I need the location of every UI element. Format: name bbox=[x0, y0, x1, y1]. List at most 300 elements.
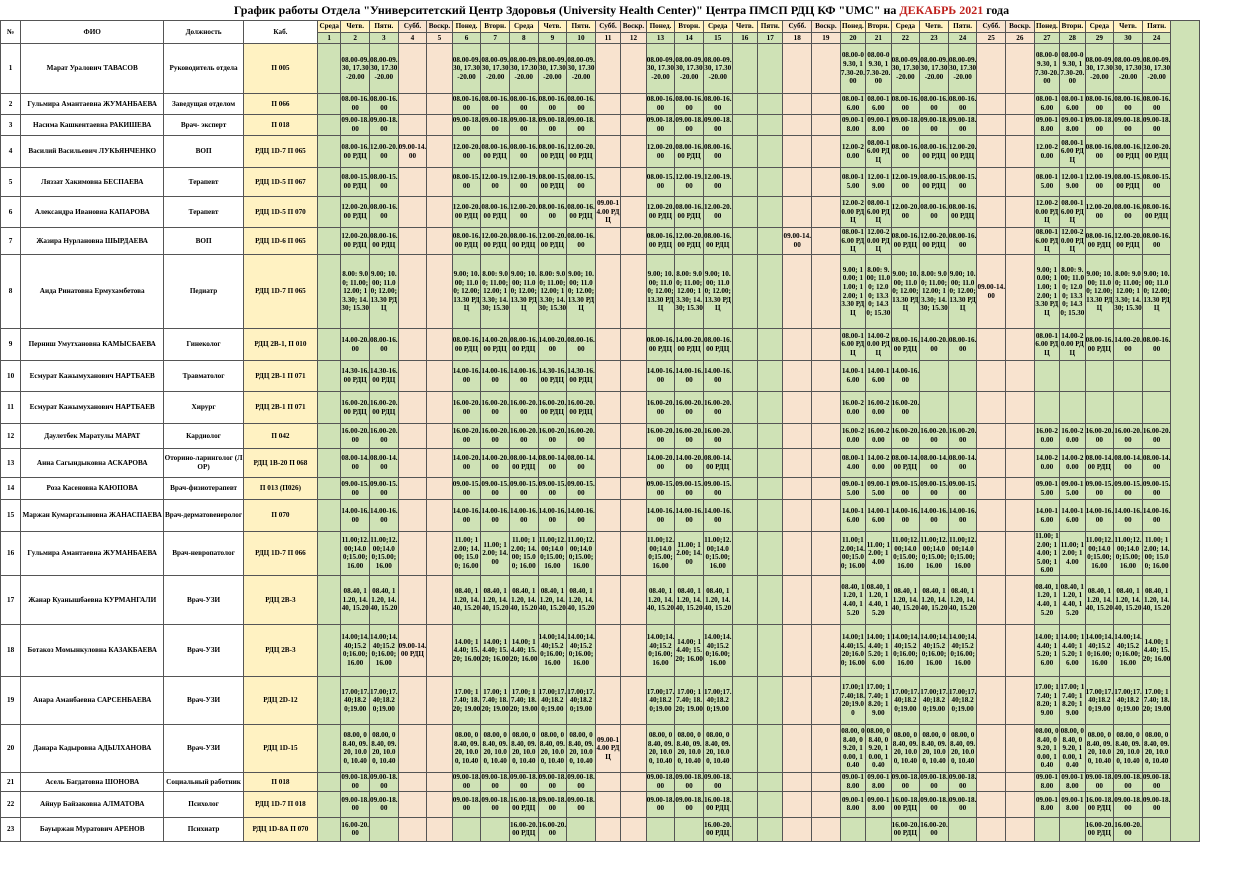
staff-room: РДЦ 2D-12 bbox=[243, 676, 317, 724]
title-main: График работы Отдела "Университетский Центр Здоровья (University Health Center)" Центра ПМСП РДЦ КФ "UMC" на bbox=[233, 3, 897, 17]
staff-room: РДЦ 2В-1, П 010 bbox=[243, 329, 317, 361]
schedule-cell bbox=[398, 676, 427, 724]
schedule-cell: 14.00-20.00 bbox=[646, 449, 675, 478]
schedule-cell: 08.00-14.00 bbox=[840, 449, 865, 478]
schedule-cell bbox=[318, 228, 341, 255]
schedule-cell: 08.00-16.00 bbox=[538, 94, 567, 115]
schedule-cell: 08.40, 11.20, 14.40, 15.20 bbox=[452, 575, 481, 624]
schedule-cell bbox=[1034, 361, 1059, 392]
schedule-cell: 14.00;14.40;15.20;16.00; 16.00 bbox=[538, 624, 567, 676]
schedule-cell bbox=[977, 532, 1006, 576]
staff-name: Марат Уралович ТАВАСОВ bbox=[21, 44, 164, 94]
schedule-cell bbox=[398, 791, 427, 817]
schedule-cell bbox=[758, 772, 783, 791]
schedule-cell: 08.40, 11.20, 14.40, 15.20 bbox=[341, 575, 370, 624]
schedule-cell: 08.40, 11.20, 14.40, 15.20 bbox=[840, 575, 865, 624]
schedule-cell bbox=[977, 724, 1006, 772]
schedule-cell: 08.00-16.00 РДЦ bbox=[891, 329, 920, 361]
staff-room: П 018 bbox=[243, 115, 317, 136]
schedule-cell bbox=[783, 676, 812, 724]
schedule-cell: 08.00-16.00 РДЦ bbox=[675, 197, 704, 228]
schedule-cell: 16.00-20.00 bbox=[481, 424, 510, 449]
schedule-cell bbox=[732, 168, 757, 197]
staff-position: Гинеколог bbox=[164, 329, 244, 361]
schedule-cell bbox=[398, 500, 427, 532]
staff-row bbox=[1, 168, 1229, 197]
schedule-cell: 08.00-16.00 РДЦ bbox=[866, 197, 891, 228]
schedule-cell: 12.00-20.00 bbox=[840, 136, 865, 168]
schedule-cell: 08.00-16.00 bbox=[1060, 94, 1085, 115]
staff-row bbox=[1, 228, 1229, 255]
staff-row bbox=[1, 676, 1229, 724]
schedule-cell: 08.00, 08.40, 09.20, 10.00, 10.40 bbox=[509, 724, 538, 772]
schedule-cell: 9.00; 10.00; 11.00; 12.00; 13.30 РДЦ bbox=[370, 255, 399, 329]
staff-name: Есмурат Кажымуханович НАРТБАЕВ bbox=[21, 361, 164, 392]
schedule-cell: 08.00-16.00 РДЦ bbox=[841, 228, 865, 254]
schedule-cell: 08.00-16.00 РДЦ bbox=[840, 329, 865, 361]
staff-position: Хирург bbox=[164, 392, 244, 424]
schedule-cell: 16.00-20.00 bbox=[509, 424, 538, 449]
schedule-cell: 09.00-18.00 bbox=[675, 115, 704, 136]
schedule-cell: 08.00-09.30, 17.30-20.00 bbox=[891, 44, 920, 94]
schedule-cell: 14.00-20.00 bbox=[481, 449, 510, 478]
staff-room: РДЦ 2В-1 П 071 bbox=[243, 361, 317, 392]
schedule-cell bbox=[427, 575, 452, 624]
schedule-cell bbox=[595, 449, 620, 478]
schedule-cell: 08.40, 11.20, 14.40, 15.20 bbox=[567, 575, 596, 624]
schedule-cell: 16.00-20.00 bbox=[866, 424, 891, 449]
title-year: года bbox=[986, 3, 1010, 17]
staff-position: Врач-УЗИ bbox=[164, 676, 244, 724]
schedule-cell bbox=[732, 500, 757, 532]
schedule-cell bbox=[1142, 361, 1171, 392]
schedule-cell: 08.40, 11.20, 14.40, 15.20 bbox=[866, 575, 891, 624]
schedule-cell: 09.00-18.00 bbox=[1085, 115, 1114, 136]
schedule-cell: 17.00;17.40;18.20;19.00 bbox=[920, 676, 949, 724]
schedule-cell: 08.00-16.00 bbox=[509, 94, 538, 115]
schedule-cell bbox=[427, 449, 452, 478]
schedule-cell bbox=[812, 500, 841, 532]
staff-name: Жазира Нурлановна ШЫРДАЕВА bbox=[21, 228, 164, 255]
schedule-cell: 08.00-16.00 РДЦ bbox=[1085, 329, 1114, 361]
schedule-cell: 08.00, 08.40, 09.20, 10.00, 10.40 bbox=[948, 724, 977, 772]
schedule-cell: 16.00-20.00 РДЦ bbox=[703, 817, 732, 841]
schedule-cell: 14.00-16.00 bbox=[948, 500, 977, 532]
date-cell: 12 bbox=[621, 33, 646, 44]
schedule-cell bbox=[812, 817, 841, 841]
staff-row bbox=[1, 772, 1229, 791]
schedule-cell: 08.00, 08.40, 09.20, 10.00, 10.40 bbox=[920, 724, 949, 772]
schedule-cell: 08.00, 08.40, 09.20, 10.00, 10.40 bbox=[840, 724, 865, 772]
schedule-cell bbox=[621, 197, 646, 228]
schedule-cell: 08.00-15.00 РДЦ bbox=[538, 168, 567, 197]
schedule-cell: 09.00-15.00 bbox=[509, 478, 538, 500]
schedule-cell bbox=[481, 817, 510, 841]
schedule-cell: 12.00-19.00 bbox=[1060, 168, 1085, 197]
schedule-cell bbox=[977, 329, 1006, 361]
schedule-cell bbox=[595, 255, 620, 329]
schedule-cell bbox=[398, 115, 427, 136]
schedule-cell: 14.00-16.00 bbox=[866, 361, 891, 392]
schedule-cell: 09.00-18.00 bbox=[538, 791, 567, 817]
staff-name: Аида Ринатовна Ермухамбетова bbox=[21, 255, 164, 329]
schedule-cell: 08.00-14.00 РДЦ bbox=[891, 449, 920, 478]
staff-position: Психолог bbox=[164, 791, 244, 817]
schedule-cell: 12.00-20.00 РДЦ bbox=[920, 228, 949, 255]
schedule-cell: 08.40, 11.20, 14.40, 15.20 bbox=[675, 575, 704, 624]
schedule-cell: 8.00: 9.00; 11.00; 12.00; 13.30; 14.30; 15.30 bbox=[675, 255, 704, 329]
weekday-cell: Среда bbox=[891, 21, 920, 33]
schedule-cell bbox=[1060, 817, 1085, 841]
schedule-cell bbox=[595, 500, 620, 532]
schedule-cell bbox=[1006, 532, 1035, 576]
schedule-cell bbox=[812, 575, 841, 624]
schedule-cell: 12.00-20.00 РДЦ bbox=[481, 228, 510, 255]
schedule-cell: 14.00-20.00 bbox=[1034, 449, 1059, 478]
schedule-cell bbox=[812, 168, 841, 197]
schedule-cell bbox=[595, 624, 620, 676]
weekday-cell: Понед. bbox=[646, 21, 675, 33]
schedule-cell bbox=[595, 791, 620, 817]
date-cell: 18 bbox=[783, 33, 812, 44]
schedule-cell: 08.00-16.00 РДЦ bbox=[370, 228, 399, 255]
schedule-cell: 08.00, 08.40, 09.20, 10.00, 10.40 bbox=[1060, 724, 1085, 772]
schedule-cell: 08.00-16.00 bbox=[1034, 94, 1059, 115]
schedule-cell: 08.40, 11.20, 14.40, 15.20 bbox=[920, 575, 949, 624]
schedule-cell bbox=[427, 115, 452, 136]
schedule-cell bbox=[783, 361, 812, 392]
schedule-cell: 09.00-18.00 bbox=[567, 791, 596, 817]
schedule-cell bbox=[1006, 197, 1035, 228]
schedule-cell bbox=[977, 168, 1006, 197]
schedule-cell bbox=[398, 478, 427, 500]
schedule-cell: 14.00-20.00 bbox=[538, 329, 567, 361]
schedule-cell: 16.00-18.00 РДЦ bbox=[1085, 791, 1114, 817]
schedule-cell bbox=[1006, 228, 1035, 255]
schedule-cell bbox=[783, 817, 812, 841]
schedule-cell: 12.00-19.00 bbox=[509, 168, 538, 197]
schedule-cell: 8.00: 9.00; 11.00; 12.00; 13.30; 14.30; 15.30 bbox=[538, 255, 567, 329]
schedule-cell: 08.00-16.00 bbox=[948, 228, 977, 255]
staff-position: Врач-физиотерапевт bbox=[164, 478, 244, 500]
schedule-cell: 08.00-16.00 РДЦ bbox=[1085, 228, 1114, 255]
schedule-cell: 09.00-14.00 bbox=[783, 228, 812, 255]
staff-room: РДЦ 1D-7 П 065 bbox=[243, 255, 317, 329]
schedule-cell: 08.00-09.30, 17.30-20.00 bbox=[509, 44, 538, 94]
schedule-cell bbox=[427, 168, 452, 197]
schedule-cell bbox=[758, 449, 783, 478]
schedule-cell: 09.00-15.00 bbox=[481, 478, 510, 500]
schedule-cell: 16.00-20.00 bbox=[891, 424, 920, 449]
schedule-cell: 14.00; 14.40; 15.20; 16.00 bbox=[1142, 624, 1171, 676]
row-number: 4 bbox=[1, 136, 21, 168]
schedule-cell bbox=[427, 197, 452, 228]
schedule-cell: 09.00-15.00 bbox=[703, 478, 732, 500]
staff-position: Врач-дерматовенеролог bbox=[164, 500, 244, 532]
schedule-cell: 08.00-16.00 bbox=[1114, 94, 1143, 115]
schedule-cell bbox=[1006, 478, 1035, 500]
weekday-cell: Вторн. bbox=[1060, 21, 1085, 33]
staff-position: Врач-УЗИ bbox=[164, 724, 244, 772]
staff-room: П 042 bbox=[243, 424, 317, 449]
schedule-cell: 08.40, 11.20, 14.40, 15.20 bbox=[703, 575, 732, 624]
schedule-cell: 09.00-18.00 bbox=[646, 115, 675, 136]
schedule-cell: 17.00;17.40;18.20;19.00 bbox=[1114, 676, 1143, 724]
schedule-cell bbox=[398, 817, 427, 841]
schedule-cell: 08.00-09.30, 17.30-20.00 bbox=[538, 44, 567, 94]
schedule-cell: 08.00-16.00 РДЦ bbox=[567, 197, 596, 228]
schedule-cell bbox=[595, 817, 620, 841]
schedule-cell bbox=[1085, 361, 1114, 392]
schedule-cell: 09.00-18.00 bbox=[370, 115, 399, 136]
schedule-cell bbox=[812, 449, 841, 478]
staff-row bbox=[1, 575, 1229, 624]
schedule-cell bbox=[1006, 255, 1035, 329]
schedule-cell: 08.40, 11.20, 14.40, 15.20 bbox=[509, 575, 538, 624]
schedule-cell bbox=[977, 228, 1006, 255]
date-cell: 19 bbox=[812, 33, 841, 44]
staff-room: РДЦ 1D-15 bbox=[243, 724, 317, 772]
schedule-cell: 08.00-14.00 bbox=[567, 449, 596, 478]
schedule-cell bbox=[758, 478, 783, 500]
schedule-cell: 08.00-16.00 РДЦ bbox=[646, 329, 675, 361]
schedule-cell bbox=[783, 791, 812, 817]
schedule-cell bbox=[595, 44, 620, 94]
row-number: 13 bbox=[1, 449, 21, 478]
schedule-cell: 16.00-20.00 bbox=[840, 424, 865, 449]
schedule-cell bbox=[758, 392, 783, 424]
schedule-cell: 09.00-18.00 bbox=[341, 791, 370, 817]
schedule-cell: 11.00;12.00;14.00;15.00; 16.00 bbox=[840, 532, 865, 576]
schedule-cell: 14.00-16.00 bbox=[1060, 500, 1085, 532]
schedule-cell: 08.00-15.00 bbox=[1034, 168, 1059, 197]
schedule-cell: 17.00; 17.40; 18.20; 19.00 bbox=[481, 676, 510, 724]
schedule-cell: 09.00-18.00 bbox=[840, 791, 865, 817]
schedule-cell bbox=[732, 115, 757, 136]
schedule-cell bbox=[318, 449, 341, 478]
schedule-cell bbox=[398, 168, 427, 197]
schedule-cell: 17.00; 17.40; 18.20; 19.00 bbox=[452, 676, 481, 724]
schedule-cell: 17.00; 17.40; 18.20; 19.00 bbox=[675, 676, 704, 724]
schedule-cell: 12.00-20.00 РДЦ bbox=[675, 228, 704, 255]
schedule-cell: 14.00-16.00 bbox=[370, 500, 399, 532]
schedule-cell: 16.00-18.00 РДЦ bbox=[891, 791, 920, 817]
schedule-cell: 12.00-20.00 bbox=[370, 136, 399, 168]
schedule-cell bbox=[977, 94, 1006, 115]
schedule-cell: 8.00: 9.00; 11.00; 12.00; 13.30; 14.30; 15.30 bbox=[1060, 255, 1085, 329]
schedule-cell: 16.00-20.00 bbox=[866, 392, 891, 424]
schedule-cell bbox=[732, 255, 757, 329]
schedule-cell bbox=[1006, 817, 1035, 841]
schedule-cell: 09.00-15.00 bbox=[891, 478, 920, 500]
schedule-cell bbox=[812, 424, 841, 449]
staff-room: РДЦ 2В-3 bbox=[243, 575, 317, 624]
schedule-cell: 08.00-09.30, 17.30-20.00 bbox=[370, 44, 399, 94]
schedule-cell: 08.00-15.00 РДЦ bbox=[1114, 168, 1143, 197]
staff-name: Бауыржан Муратович АРЕНОВ bbox=[21, 817, 164, 841]
schedule-cell: 08.00-15.00 bbox=[948, 168, 977, 197]
schedule-cell: 08.40, 11.20, 14.40, 15.20 bbox=[538, 575, 567, 624]
schedule-cell bbox=[621, 44, 646, 94]
schedule-cell: 09.00-18.00 bbox=[1114, 115, 1143, 136]
schedule-cell bbox=[812, 676, 841, 724]
schedule-cell: 08.00-16.00 bbox=[370, 94, 399, 115]
schedule-cell: 14.00-16.00 bbox=[509, 361, 538, 392]
staff-name: Роза Касеновна КАЮПОВА bbox=[21, 478, 164, 500]
schedule-cell: 08.00, 08.40, 09.20, 10.00, 10.40 bbox=[452, 724, 481, 772]
schedule-cell: 08.40, 11.20, 14.40, 15.20 bbox=[1114, 575, 1143, 624]
staff-row bbox=[1, 624, 1229, 676]
staff-room: РДЦ 1D-8А П 070 bbox=[243, 817, 317, 841]
schedule-cell bbox=[595, 392, 620, 424]
staff-name: Есмурат Кажымуханович НАРТБАЕВ bbox=[21, 392, 164, 424]
schedule-cell bbox=[783, 478, 812, 500]
weekday-cell: Понед. bbox=[1034, 21, 1059, 33]
staff-row bbox=[1, 392, 1229, 424]
schedule-cell: 09.00-18.00 bbox=[509, 773, 538, 790]
schedule-cell bbox=[758, 168, 783, 197]
schedule-cell: 11.00; 12.00; 14.00 bbox=[866, 532, 891, 576]
schedule-table bbox=[0, 20, 1229, 842]
schedule-cell: 08.00-16.00 РДЦ bbox=[1034, 329, 1059, 361]
schedule-cell bbox=[732, 791, 757, 817]
staff-name: Асель Багдатовна ШОНОВА bbox=[21, 772, 164, 791]
schedule-cell bbox=[1142, 392, 1171, 424]
weekday-cell: Пятн. bbox=[948, 21, 977, 33]
schedule-cell: 08.00-16.00 bbox=[866, 94, 891, 115]
schedule-cell: 09.00-18.00 bbox=[1034, 791, 1059, 817]
schedule-cell bbox=[318, 478, 341, 500]
staff-row bbox=[1, 361, 1229, 392]
schedule-cell: 14.00-16.00 bbox=[341, 500, 370, 532]
schedule-cell: 17.00;17.40;18.20;19.00 bbox=[703, 676, 732, 724]
schedule-cell: 08.00-16.00 bbox=[840, 94, 865, 115]
staff-row bbox=[1, 255, 1229, 329]
schedule-cell: 09.00-15.00 bbox=[341, 478, 370, 500]
row-number: 22 bbox=[1, 791, 21, 817]
staff-row bbox=[1, 724, 1229, 772]
schedule-cell bbox=[318, 791, 341, 817]
schedule-cell: 09.00-15.00 bbox=[1085, 478, 1114, 500]
schedule-cell: 09.00-15.00 bbox=[538, 478, 567, 500]
weekday-cell: Воскр. bbox=[812, 21, 841, 33]
row-number: 18 bbox=[1, 624, 21, 676]
schedule-cell: 12.00-19.00 bbox=[675, 168, 704, 197]
schedule-cell bbox=[595, 361, 620, 392]
schedule-cell: 09.00-18.00 bbox=[567, 773, 595, 790]
schedule-cell bbox=[427, 478, 452, 500]
row-number: 17 bbox=[1, 575, 21, 624]
schedule-cell: 14.00-16.00 bbox=[567, 500, 596, 532]
weekday-cell: Среда bbox=[703, 21, 732, 33]
schedule-cell: 12.00-20.00 РДЦ bbox=[567, 136, 596, 168]
schedule-cell: 09.00-18.00 bbox=[538, 115, 567, 136]
schedule-cell bbox=[318, 136, 341, 168]
schedule-cell bbox=[427, 228, 452, 255]
row-number: 23 bbox=[1, 817, 21, 841]
schedule-cell: 11.00; 12.00; 14.00; 15.00; 16.00 bbox=[1035, 532, 1059, 575]
schedule-cell: 11.00;12.00;14.00;15.00; 16.00 bbox=[646, 532, 675, 576]
schedule-cell: 08.00, 08.40, 09.20, 10.00, 10.40 bbox=[1085, 724, 1114, 772]
schedule-cell: 16.00-20.00 bbox=[567, 424, 596, 449]
weekday-cell: Вторн. bbox=[675, 21, 704, 33]
schedule-cell bbox=[732, 329, 757, 361]
schedule-cell: 16.00-20.00 bbox=[948, 424, 977, 449]
schedule-cell: 08.00-16.00 РДЦ bbox=[646, 228, 675, 255]
schedule-cell: 09.00-18.00 bbox=[481, 773, 509, 790]
schedule-cell: 08.00-16.00 bbox=[370, 197, 399, 228]
schedule-cell bbox=[621, 500, 646, 532]
schedule-cell: 11.00; 12.00; 14.00; 15.00; 16.00 bbox=[452, 532, 481, 576]
schedule-cell bbox=[783, 392, 812, 424]
schedule-cell: 08.00-16.00 РДЦ bbox=[481, 136, 510, 168]
schedule-cell bbox=[427, 255, 452, 329]
weekday-cell: Субб. bbox=[977, 21, 1006, 33]
schedule-cell: 09.00-15.00 bbox=[840, 478, 865, 500]
schedule-cell bbox=[1060, 361, 1085, 392]
schedule-cell: 08.00-09.30, 17.30-20.00 bbox=[703, 44, 732, 94]
schedule-cell: 14.00-16.00 bbox=[866, 500, 891, 532]
staff-name: Насима Кашкентаевна РАКИШЕВА bbox=[21, 115, 164, 136]
staff-position: ВОП bbox=[164, 136, 244, 168]
schedule-cell: 09.00-18.00 bbox=[703, 115, 732, 136]
schedule-cell bbox=[621, 94, 646, 115]
schedule-cell bbox=[398, 329, 427, 361]
schedule-cell bbox=[812, 255, 841, 329]
schedule-cell bbox=[318, 329, 341, 361]
schedule-cell: 08.00-16.00 bbox=[891, 136, 920, 168]
schedule-cell bbox=[427, 500, 452, 532]
schedule-cell bbox=[812, 791, 841, 817]
schedule-cell bbox=[427, 44, 452, 94]
weekday-cell: Пятн. bbox=[370, 21, 399, 33]
schedule-cell: 12.00-20.00 РДЦ bbox=[1060, 228, 1084, 254]
schedule-cell: 12.00-20.00 РДЦ bbox=[538, 228, 567, 255]
schedule-cell bbox=[427, 424, 452, 449]
schedule-cell: 09.00-15.00 bbox=[866, 478, 891, 500]
schedule-cell: 11.00;12.00;14.00;15.00; 16.00 bbox=[1085, 532, 1114, 576]
schedule-cell: 16.00-20.00 РДЦ bbox=[1085, 817, 1114, 841]
schedule-cell: 08.00-16.00 bbox=[452, 94, 481, 115]
staff-name: Александра Ивановна КАПАРОВА bbox=[21, 197, 164, 228]
schedule-cell bbox=[318, 624, 341, 676]
schedule-cell: 08.00-16.00 РДЦ bbox=[1060, 136, 1085, 168]
schedule-cell bbox=[398, 197, 427, 228]
schedule-cell: 12.00-20.00 РДЦ bbox=[452, 197, 481, 228]
schedule-cell bbox=[1060, 392, 1085, 424]
schedule-cell: 08.00-14.00 РДЦ bbox=[1085, 449, 1114, 478]
schedule-cell: 08.00-09.30, 17.30-20.00 bbox=[341, 44, 370, 94]
row-number: 11 bbox=[1, 392, 21, 424]
schedule-cell bbox=[318, 532, 341, 576]
schedule-cell: 12.00-20.00 РДЦ bbox=[1034, 197, 1059, 228]
schedule-cell: 09.00-18.00 bbox=[891, 773, 920, 790]
schedule-cell: 08.00, 08.40, 09.20, 10.00, 10.40 bbox=[1114, 724, 1143, 772]
schedule-cell bbox=[1034, 392, 1059, 424]
schedule-cell: 08.00-16.00 РДЦ bbox=[703, 329, 732, 361]
schedule-cell: 09.00-18.00 bbox=[891, 115, 920, 136]
schedule-cell: 16.00-20.00 bbox=[675, 424, 704, 449]
schedule-cell: 09.00-14.00 bbox=[977, 255, 1006, 329]
schedule-cell: 09.00-18.00 bbox=[866, 115, 891, 136]
col-num-header: № bbox=[1, 21, 21, 44]
schedule-cell: 08.00-16.00 РДЦ bbox=[891, 228, 920, 255]
schedule-cell: 08.00-16.00 bbox=[567, 228, 596, 255]
schedule-cell: 08.40, 11.20, 14.40, 15.20 bbox=[481, 575, 510, 624]
schedule-cell bbox=[812, 115, 841, 136]
schedule-cell bbox=[1142, 817, 1171, 841]
staff-position: Терапевт bbox=[164, 168, 244, 197]
